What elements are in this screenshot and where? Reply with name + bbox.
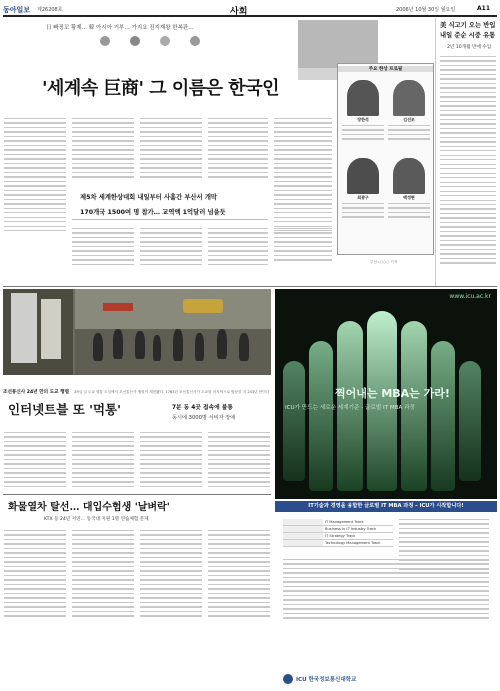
main-text-col4 — [208, 118, 268, 181]
section-title: 사회 — [230, 7, 248, 17]
photo-caption — [3, 378, 271, 397]
ad-tagline-1: 찍어내는 MBA는 가라! — [335, 387, 450, 400]
main-kicker: 日 빠징꼬 황제… 韓 아시아 거부… 가지요 진지재왕 한복판… — [46, 25, 194, 31]
main-headline: '세계속 巨商' 그 이름은 한국인 — [42, 78, 279, 99]
profile-card — [388, 80, 430, 143]
profile-photo — [393, 80, 425, 116]
ad-tagline-2: ICU가 만드는 새로운 세계기준 - 글로벌 IT MBA 과정 — [285, 405, 415, 411]
ad-program-box — [275, 499, 497, 689]
train-text-col2 — [72, 530, 134, 620]
ad-school-name: ICU 한국정보통신대학교 — [296, 677, 357, 683]
sidebar-text — [440, 56, 496, 267]
photo-caption-text: 29일 일 도쿄 열통 도심에서 조선통신사 행렬이 재현됐다. 1763년 조선통신사가 도쿄를 마지막으로 방문한 지 243년 만이다 — [74, 390, 270, 394]
main-top-photo — [298, 20, 378, 68]
internet-subhead-1: 7분 동 4곳 접속에 불통 — [172, 405, 233, 411]
train-headline: 화물열차 탈선… 대입수험생 '날벼락' — [8, 502, 170, 513]
profile-box — [337, 63, 434, 255]
internet-text-col3 — [140, 432, 202, 490]
main-byline: 부산=○○○ 기자 — [370, 260, 398, 264]
main-text-col2b — [72, 228, 134, 268]
ad-program-table — [283, 519, 393, 547]
profile-name: 장한석 — [357, 117, 369, 122]
main-text-col1 — [4, 118, 66, 235]
internet-text-col4 — [208, 432, 270, 490]
ad-track-row: IT Management Track — [283, 519, 393, 526]
train-text-col1 — [4, 530, 66, 620]
profile-card — [342, 80, 384, 143]
sidebar-subhead: 2년 10개월 만에 수입 — [447, 45, 492, 50]
main-text-col5b — [274, 228, 332, 264]
main-text-col3 — [140, 118, 202, 181]
train-subhead: KTX 등 24년 저연… 동국대 지원 1명 연습체험 문제 — [44, 517, 149, 522]
profile-card — [388, 158, 430, 221]
ad-track-row: Technology Management Track — [283, 540, 393, 547]
profile-photo — [393, 158, 425, 194]
internet-text-col1 — [4, 432, 66, 490]
main-subhead-1: 제5차 세계한상대회 내일부터 사흘간 부산서 개막 — [80, 194, 217, 201]
page-number: A11 — [477, 5, 490, 12]
main-text-col2 — [72, 118, 134, 181]
profile-name: 백정현 — [403, 195, 415, 200]
paper-name: 동아일보 — [3, 5, 31, 14]
ad-program-title: IT기술과 경영을 융합한 글로벌 IT MBA 과정 – ICU가 시작합니다! — [275, 501, 497, 512]
ad-fine-print — [283, 559, 489, 622]
profile-name: 김선조 — [403, 117, 415, 122]
train-text-col4 — [208, 530, 270, 620]
main-text-col5 — [274, 118, 332, 235]
issue-date: 2006년 10월 30일 월요일 — [396, 7, 456, 13]
sidebar-headline-2: 내일 준순 시중 유통 — [440, 32, 496, 39]
issue-number: 제26208호 — [37, 7, 63, 13]
ad-track-row: IT Strategy Track — [283, 533, 393, 540]
main-text-col3b — [140, 228, 202, 268]
photo-caption-title: 조선통신사 24년 만의 도교 행렬 — [3, 390, 70, 395]
sidebar-headline-1: 美 식고기 오는 반입 — [440, 22, 496, 29]
ad-track-row: Business in IT Industry Track — [283, 526, 393, 533]
profile-box-title: 주요 한상 프로필 — [338, 66, 433, 72]
ad-school-logo[interactable] — [283, 673, 356, 685]
icu-advertisement[interactable] — [275, 289, 497, 689]
main-subhead-2: 170개국 1500여 명 참가… 교역액 1억달러 넘을듯 — [80, 209, 226, 216]
profile-photo — [347, 158, 379, 194]
ad-figures — [275, 301, 497, 501]
icu-logo-icon — [283, 674, 293, 684]
internet-headline: 인터넷트블 또 '먹통' — [8, 402, 121, 417]
internet-text-col2 — [72, 432, 134, 490]
train-text-col3 — [140, 530, 202, 620]
profile-photo — [347, 80, 379, 116]
internet-subhead-2: 동시에 3000명 서비자 장애 — [172, 415, 236, 421]
parade-photo — [3, 289, 271, 375]
kicker-photo-strip — [100, 36, 260, 46]
profile-name: 최광구 — [357, 195, 369, 200]
profile-card — [342, 158, 384, 221]
main-text-col4b — [208, 228, 268, 268]
ad-url[interactable]: www.icu.ac.kr — [449, 293, 491, 300]
